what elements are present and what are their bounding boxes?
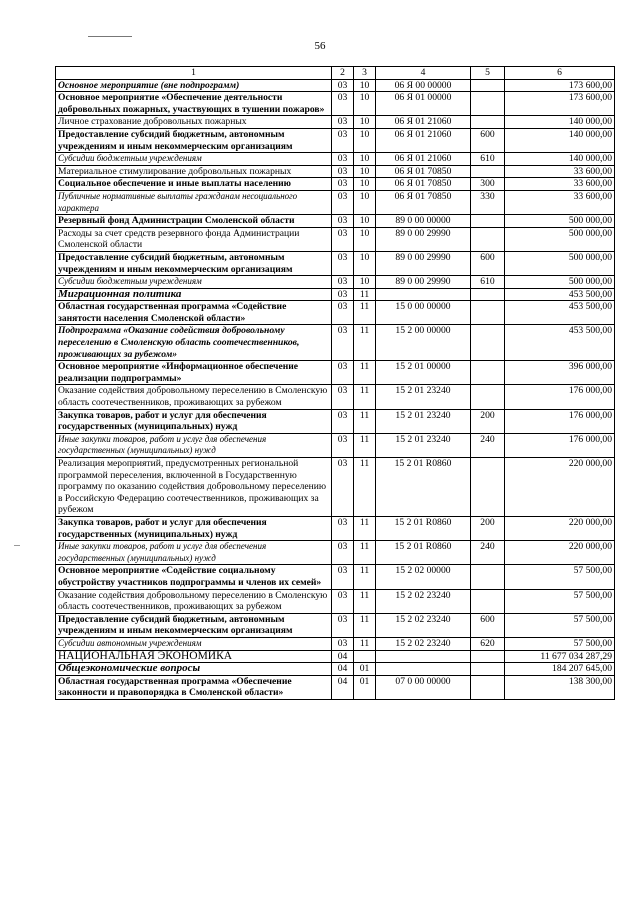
row-section-code: 03	[332, 458, 354, 517]
row-section-code: 03	[332, 565, 354, 589]
table-row	[56, 675, 615, 699]
row-section-code: 03	[332, 190, 354, 214]
row-name: Предоставление субсидий бюджетным, автономным учреждениям и иным некоммерческим организациям	[56, 251, 332, 275]
row-name: Основное мероприятие «Обеспечение деятельности добровольных пожарных, участвующих в тушении пожаров»	[56, 92, 332, 116]
budget-table	[55, 66, 615, 700]
row-name: Основное мероприятие «Содействие социальному обустройству участников подпрограммы и членов их семей»	[56, 565, 332, 589]
row-section-code: 03	[332, 516, 354, 540]
table-row	[56, 361, 615, 385]
row-subsection-code: 11	[354, 565, 376, 589]
table-row	[56, 276, 615, 289]
row-target-code: 15 2 02 23240	[376, 589, 471, 613]
row-expense-type	[471, 92, 505, 116]
row-section-code: 03	[332, 301, 354, 325]
row-name: НАЦИОНАЛЬНАЯ ЭКОНОМИКА	[56, 650, 332, 663]
row-expense-type: 610	[471, 153, 505, 166]
row-target-code: 15 2 01 R0860	[376, 516, 471, 540]
row-target-code: 06 Я 00 00000	[376, 79, 471, 92]
row-target-code: 06 Я 01 70850	[376, 190, 471, 214]
row-expense-type	[471, 361, 505, 385]
row-subsection-code: 10	[354, 128, 376, 152]
row-amount: 184 207 645,00	[505, 663, 615, 676]
row-amount: 11 677 034 287,29	[505, 650, 615, 663]
row-subsection-code: 01	[354, 675, 376, 699]
page-number: 56	[314, 40, 326, 52]
row-name: Социальное обеспечение и иные выплаты населению	[56, 178, 332, 191]
row-section-code: 03	[332, 92, 354, 116]
row-amount: 500 000,00	[505, 251, 615, 275]
row-target-code: 06 Я 01 21060	[376, 153, 471, 166]
row-name: Иные закупки товаров, работ и услуг для обеспечения государственных (муниципальных) нужд	[56, 433, 332, 457]
row-name: Областная государственная программа «Содействие занятости населения Смоленской области»	[56, 301, 332, 325]
table-header-row	[56, 67, 615, 80]
row-expense-type	[471, 301, 505, 325]
row-subsection-code: 11	[354, 516, 376, 540]
row-section-code: 03	[332, 288, 354, 301]
row-amount: 33 600,00	[505, 165, 615, 178]
header-col-6: 6	[505, 67, 615, 80]
row-amount: 57 500,00	[505, 589, 615, 613]
row-amount: 140 000,00	[505, 128, 615, 152]
row-subsection-code: 11	[354, 361, 376, 385]
row-section-code: 04	[332, 663, 354, 676]
table-row	[56, 128, 615, 152]
row-name: Материальное стимулирование добровольных пожарных	[56, 165, 332, 178]
row-target-code: 15 2 01 00000	[376, 361, 471, 385]
row-target-code: 15 2 02 00000	[376, 565, 471, 589]
table-row	[56, 178, 615, 191]
row-section-code: 03	[332, 178, 354, 191]
row-section-code: 03	[332, 215, 354, 228]
table-row	[56, 385, 615, 409]
row-expense-type	[471, 215, 505, 228]
row-name: Расходы за счет средств резервного фонда Администрации Смоленской области	[56, 227, 332, 251]
header-col-4: 4	[376, 67, 471, 80]
row-target-code: 15 2 01 23240	[376, 433, 471, 457]
table-row	[56, 288, 615, 301]
row-subsection-code: 10	[354, 251, 376, 275]
row-subsection-code: 11	[354, 589, 376, 613]
row-amount: 138 300,00	[505, 675, 615, 699]
row-expense-type	[471, 663, 505, 676]
row-subsection-code: 10	[354, 79, 376, 92]
table-row	[56, 227, 615, 251]
row-expense-type	[471, 165, 505, 178]
row-target-code: 06 Я 01 21060	[376, 128, 471, 152]
table-row	[56, 458, 615, 517]
table-row	[56, 663, 615, 676]
row-target-code: 15 2 01 R0860	[376, 458, 471, 517]
table-row	[56, 516, 615, 540]
row-expense-type: 620	[471, 637, 505, 650]
row-target-code: 15 2 02 23240	[376, 637, 471, 650]
row-section-code: 03	[332, 589, 354, 613]
row-amount: 500 000,00	[505, 227, 615, 251]
row-section-code: 03	[332, 385, 354, 409]
row-subsection-code: 10	[354, 276, 376, 289]
table-row	[56, 116, 615, 129]
row-amount: 140 000,00	[505, 153, 615, 166]
row-target-code: 06 Я 01 70850	[376, 165, 471, 178]
table-row	[56, 165, 615, 178]
row-target-code: 15 2 01 23240	[376, 385, 471, 409]
table-row	[56, 325, 615, 361]
row-subsection-code: 11	[354, 637, 376, 650]
row-name: Иные закупки товаров, работ и услуг для обеспечения государственных (муниципальных) нужд	[56, 541, 332, 565]
row-subsection-code: 10	[354, 153, 376, 166]
row-target-code: 06 Я 01 00000	[376, 92, 471, 116]
row-target-code: 06 Я 01 70850	[376, 178, 471, 191]
row-amount: 220 000,00	[505, 541, 615, 565]
row-expense-type: 200	[471, 409, 505, 433]
table-row	[56, 190, 615, 214]
header-col-1: 1	[56, 67, 332, 80]
row-amount: 220 000,00	[505, 458, 615, 517]
row-name: Субсидии бюджетным учреждениям	[56, 153, 332, 166]
row-name: Закупка товаров, работ и услуг для обеспечения государственных (муниципальных) нужд	[56, 516, 332, 540]
row-amount: 220 000,00	[505, 516, 615, 540]
row-section-code: 04	[332, 650, 354, 663]
row-name: Основное мероприятие (вне подпрограмм)	[56, 79, 332, 92]
row-amount: 57 500,00	[505, 613, 615, 637]
row-section-code: 03	[332, 116, 354, 129]
row-subsection-code: 11	[354, 458, 376, 517]
row-expense-type: 240	[471, 541, 505, 565]
row-name: Предоставление субсидий бюджетным, автономным учреждениям и иным некоммерческим организациям	[56, 613, 332, 637]
row-expense-type	[471, 565, 505, 589]
row-section-code: 03	[332, 613, 354, 637]
row-name: Субсидии автономным учреждениям	[56, 637, 332, 650]
table-row	[56, 215, 615, 228]
table-row	[56, 409, 615, 433]
table-row	[56, 251, 615, 275]
row-name: Закупка товаров, работ и услуг для обеспечения государственных (муниципальных) нужд	[56, 409, 332, 433]
row-expense-type	[471, 79, 505, 92]
row-target-code: 15 2 01 23240	[376, 409, 471, 433]
row-name: Резервный фонд Администрации Смоленской области	[56, 215, 332, 228]
row-subsection-code: 10	[354, 92, 376, 116]
row-amount: 173 600,00	[505, 79, 615, 92]
row-name: Реализация мероприятий, предусмотренных региональной программой переселения, включенной в Государственную программу по оказанию содействия добровольному переселению в Российскую Федерацию соотечественников, проживающих за рубежом	[56, 458, 332, 517]
row-amount: 396 000,00	[505, 361, 615, 385]
row-target-code: 89 0 00 29990	[376, 251, 471, 275]
header-col-2: 2	[332, 67, 354, 80]
row-target-code: 89 0 00 29990	[376, 276, 471, 289]
row-subsection-code: 10	[354, 116, 376, 129]
row-expense-type	[471, 385, 505, 409]
row-subsection-code: 10	[354, 190, 376, 214]
row-name: Основное мероприятие «Информационное обеспечение реализации подпрограммы»	[56, 361, 332, 385]
row-expense-type: 610	[471, 276, 505, 289]
table-row	[56, 92, 615, 116]
row-target-code: 15 0 00 00000	[376, 301, 471, 325]
table-row	[56, 301, 615, 325]
table-row	[56, 650, 615, 663]
row-expense-type: 600	[471, 613, 505, 637]
row-subsection-code: 11	[354, 385, 376, 409]
row-subsection-code: 10	[354, 165, 376, 178]
row-amount: 57 500,00	[505, 565, 615, 589]
row-section-code: 03	[332, 79, 354, 92]
row-subsection-code: 10	[354, 227, 376, 251]
row-name: Оказание содействия добровольному переселению в Смоленскую область соотечественников, проживающих за рубежом	[56, 589, 332, 613]
row-subsection-code: 11	[354, 288, 376, 301]
row-name: Предоставление субсидий бюджетным, автономным учреждениям и иным некоммерческим организациям	[56, 128, 332, 152]
row-amount: 453 500,00	[505, 301, 615, 325]
row-expense-type	[471, 650, 505, 663]
row-expense-type: 600	[471, 251, 505, 275]
row-expense-type: 240	[471, 433, 505, 457]
table-row	[56, 637, 615, 650]
row-expense-type	[471, 325, 505, 361]
row-amount: 176 000,00	[505, 385, 615, 409]
row-target-code	[376, 650, 471, 663]
row-name: Личное страхование добровольных пожарных	[56, 116, 332, 129]
row-expense-type: 300	[471, 178, 505, 191]
row-subsection-code: 11	[354, 613, 376, 637]
row-section-code: 03	[332, 153, 354, 166]
row-name: Оказание содействия добровольному переселению в Смоленскую область соотечественников, проживающих за рубежом	[56, 385, 332, 409]
row-section-code: 03	[332, 276, 354, 289]
row-section-code: 03	[332, 227, 354, 251]
row-expense-type	[471, 458, 505, 517]
table-row	[56, 589, 615, 613]
row-amount: 57 500,00	[505, 637, 615, 650]
row-subsection-code: 11	[354, 301, 376, 325]
row-amount: 33 600,00	[505, 190, 615, 214]
row-subsection-code: 10	[354, 215, 376, 228]
table-row	[56, 153, 615, 166]
row-section-code: 03	[332, 433, 354, 457]
row-expense-type	[471, 288, 505, 301]
row-amount: 453 500,00	[505, 288, 615, 301]
row-section-code: 03	[332, 361, 354, 385]
row-amount: 500 000,00	[505, 276, 615, 289]
row-expense-type	[471, 589, 505, 613]
row-amount: 176 000,00	[505, 409, 615, 433]
row-name: Подпрограмма «Оказание содействия добровольному переселению в Смоленскую область соотечественников, проживающих за рубежом»	[56, 325, 332, 361]
row-amount: 140 000,00	[505, 116, 615, 129]
row-subsection-code: 11	[354, 433, 376, 457]
row-name: Миграционная политика	[56, 288, 332, 301]
row-amount: 173 600,00	[505, 92, 615, 116]
row-section-code: 03	[332, 251, 354, 275]
table-row	[56, 541, 615, 565]
row-amount: 500 000,00	[505, 215, 615, 228]
table-row	[56, 565, 615, 589]
header-col-3: 3	[354, 67, 376, 80]
row-target-code: 15 2 00 00000	[376, 325, 471, 361]
row-subsection-code: 01	[354, 663, 376, 676]
row-name: Публичные нормативные выплаты гражданам несоциального характера	[56, 190, 332, 214]
row-target-code	[376, 288, 471, 301]
table-row	[56, 433, 615, 457]
table-body	[56, 79, 615, 699]
row-expense-type: 600	[471, 128, 505, 152]
row-amount: 453 500,00	[505, 325, 615, 361]
margin-mark	[14, 545, 20, 546]
row-section-code: 04	[332, 675, 354, 699]
row-amount: 33 600,00	[505, 178, 615, 191]
row-expense-type	[471, 116, 505, 129]
row-subsection-code: 11	[354, 325, 376, 361]
table-row	[56, 79, 615, 92]
row-section-code: 03	[332, 637, 354, 650]
row-target-code: 15 2 02 23240	[376, 613, 471, 637]
row-subsection-code	[354, 650, 376, 663]
table-row	[56, 613, 615, 637]
row-section-code: 03	[332, 165, 354, 178]
row-expense-type	[471, 227, 505, 251]
row-target-code: 89 0 00 29990	[376, 227, 471, 251]
header-col-5: 5	[471, 67, 505, 80]
row-section-code: 03	[332, 409, 354, 433]
row-target-code: 07 0 00 00000	[376, 675, 471, 699]
row-target-code: 06 Я 01 21060	[376, 116, 471, 129]
row-target-code: 89 0 00 00000	[376, 215, 471, 228]
row-subsection-code: 11	[354, 409, 376, 433]
row-section-code: 03	[332, 128, 354, 152]
decorative-line	[88, 36, 132, 37]
row-section-code: 03	[332, 325, 354, 361]
row-expense-type	[471, 675, 505, 699]
row-name: Субсидии бюджетным учреждениям	[56, 276, 332, 289]
row-name: Областная государственная программа «Обеспечение законности и правопорядка в Смоленской области»	[56, 675, 332, 699]
row-subsection-code: 10	[354, 178, 376, 191]
row-name: Общеэкономические вопросы	[56, 663, 332, 676]
row-expense-type: 200	[471, 516, 505, 540]
row-target-code: 15 2 01 R0860	[376, 541, 471, 565]
row-target-code	[376, 663, 471, 676]
row-section-code: 03	[332, 541, 354, 565]
row-expense-type: 330	[471, 190, 505, 214]
row-amount: 176 000,00	[505, 433, 615, 457]
row-subsection-code: 11	[354, 541, 376, 565]
